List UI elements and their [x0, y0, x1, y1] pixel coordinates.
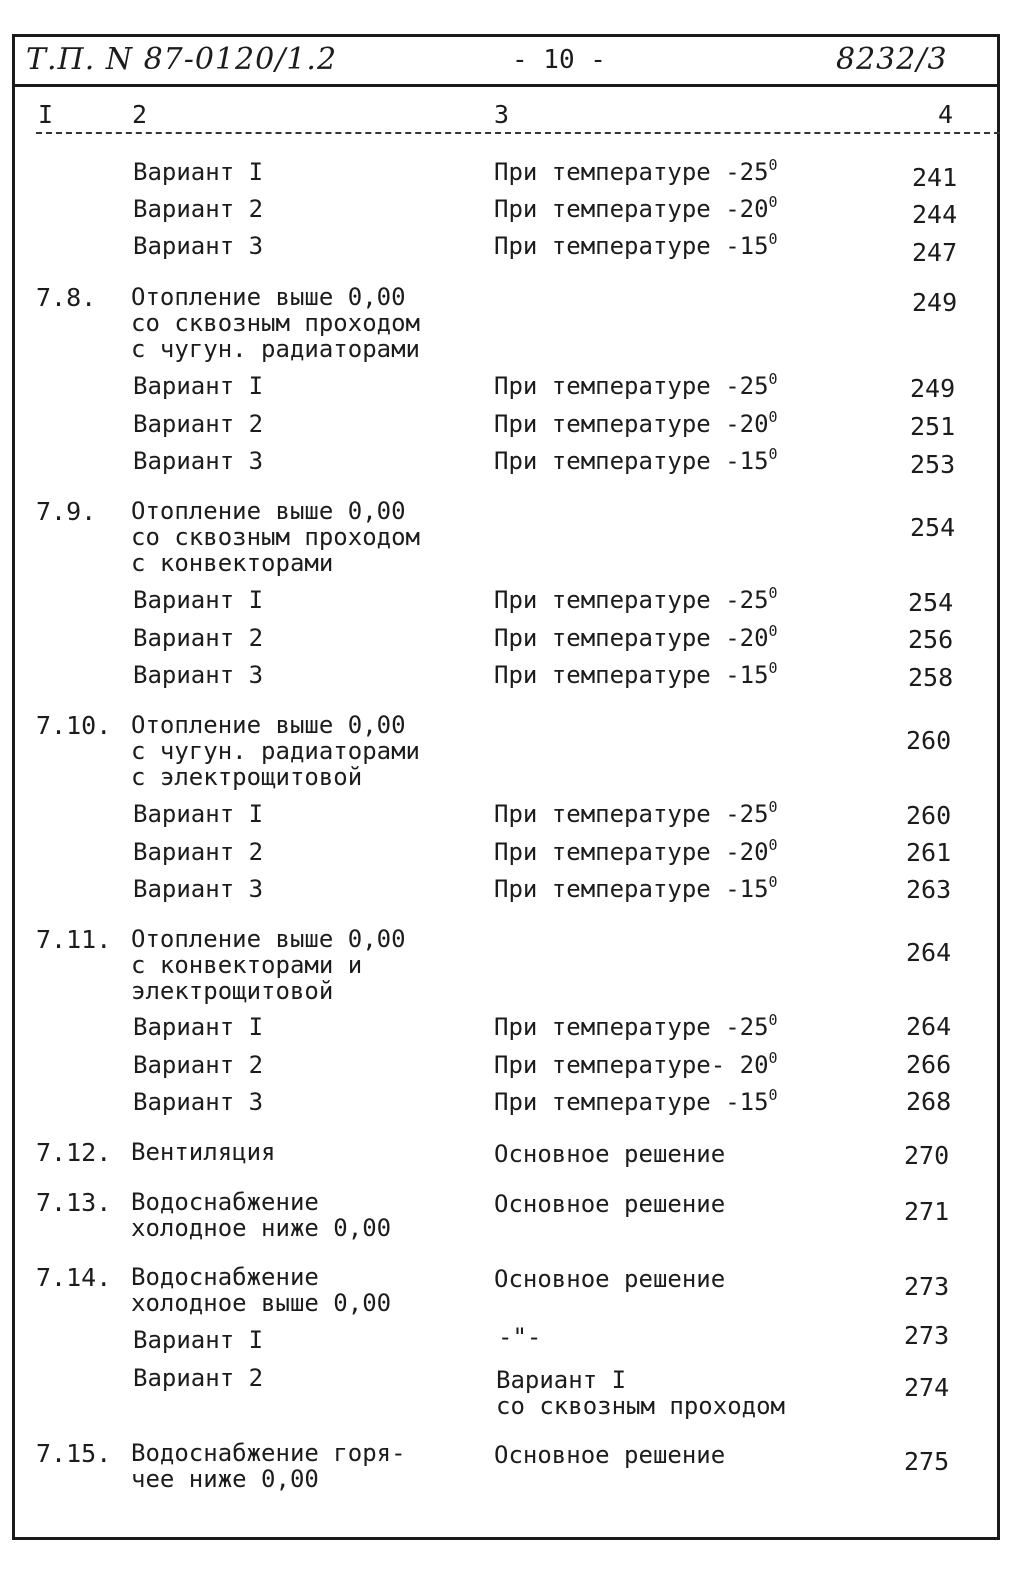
- section-number: 7.9.: [36, 497, 97, 526]
- variant-label: Вариант 2: [133, 624, 264, 652]
- page-ref: 273: [904, 1272, 950, 1301]
- variant-label: Вариант 2: [133, 195, 264, 223]
- temperature-text: При температуре- $20^0$: [494, 1049, 778, 1079]
- column-header-4: 4: [938, 100, 954, 129]
- page-ref: 241: [912, 163, 958, 192]
- column-header-1: I: [38, 100, 54, 129]
- section-number: 7.8.: [36, 283, 97, 312]
- section-title: электрощитовой: [131, 977, 334, 1005]
- section-title: Отопление выше 0,00: [131, 711, 406, 739]
- page-ref: 249: [910, 374, 956, 403]
- variant-label: Вариант 2: [133, 838, 264, 866]
- page-ref: 251: [910, 412, 956, 441]
- section-number: 7.10.: [36, 711, 112, 740]
- section-title: холодное ниже 0,00: [131, 1214, 392, 1242]
- ditto-mark: -"-: [498, 1323, 542, 1351]
- page-ref: 253: [910, 450, 956, 479]
- variant-label: Вариант I: [133, 1013, 264, 1041]
- temperature-text: При температуре $-25^0$: [494, 370, 778, 400]
- page-ref: 268: [906, 1087, 952, 1116]
- page-ref: 273: [904, 1321, 950, 1350]
- section-title: со сквозным проходом: [131, 309, 420, 337]
- page-ref: 266: [906, 1050, 952, 1079]
- page-ref: 247: [912, 238, 958, 267]
- variant-label: Вариант I: [133, 800, 264, 828]
- section-title: Отопление выше 0,00: [131, 283, 406, 311]
- page-ref: 275: [904, 1447, 950, 1476]
- section-number: 7.15.: [36, 1439, 112, 1468]
- variant-label: Вариант 2: [133, 1364, 264, 1392]
- page-ref: 261: [906, 838, 952, 867]
- variant-label: Вариант 3: [133, 875, 264, 903]
- section-title: Отопление выше 0,00: [131, 497, 406, 525]
- temperature-text: При температуре $-20^0$: [494, 193, 778, 223]
- temperature-text: При температуре $-15^0$: [494, 230, 778, 260]
- page-ref: 249: [912, 288, 958, 317]
- variant-label: Вариант I: [133, 586, 264, 614]
- variant-label: Вариант I: [133, 372, 264, 400]
- variant-label: Вариант 3: [133, 232, 264, 260]
- variant-label: Вариант 2: [133, 410, 264, 438]
- variant-label: Вариант 3: [133, 447, 264, 475]
- section-title: чее ниже 0,00: [131, 1465, 319, 1493]
- temperature-text: При температуре $-20^0$: [494, 622, 778, 652]
- section-title: с конвекторами: [131, 549, 334, 577]
- section-title: Водоснабжение горя-: [131, 1439, 406, 1467]
- page-number: - 10 -: [512, 45, 606, 75]
- temperature-text: При температуре $-25^0$: [494, 798, 778, 828]
- solution-text: Вариант I: [496, 1366, 627, 1394]
- page-ref: 244: [912, 200, 958, 229]
- section-number: 7.11.: [36, 925, 112, 954]
- column-header-3: 3: [494, 100, 510, 129]
- variant-label: Вариант 3: [133, 1088, 264, 1116]
- temperature-text: При температуре $-25^0$: [494, 1011, 778, 1041]
- solution-text: со сквозным проходом: [496, 1392, 785, 1420]
- temperature-text: При температуре $-25^0$: [494, 584, 778, 614]
- section-title: Водоснабжение: [131, 1263, 319, 1291]
- section-title: с конвекторами и: [131, 951, 363, 979]
- section-number: 7.14.: [36, 1263, 112, 1292]
- section-title: Водоснабжение: [131, 1188, 319, 1216]
- document-code: Т.П. N 87-0120/1.2: [26, 42, 338, 77]
- temperature-text: При температуре $-15^0$: [494, 1086, 778, 1116]
- page-ref: 256: [908, 625, 954, 654]
- section-title: с электрощитовой: [131, 763, 363, 791]
- section-title: с чугун. радиаторами: [131, 335, 420, 363]
- variant-label: Вариант 2: [133, 1051, 264, 1079]
- solution-text: Основное решение: [494, 1190, 726, 1218]
- column-header-dashline: [36, 132, 1000, 134]
- page-ref: 258: [908, 663, 954, 692]
- temperature-text: При температуре $-20^0$: [494, 408, 778, 438]
- variant-label: Вариант I: [133, 158, 264, 186]
- temperature-text: При температуре $-20^0$: [494, 836, 778, 866]
- section-number: 7.12.: [36, 1138, 112, 1167]
- page-ref: 270: [904, 1141, 950, 1170]
- page-ref: 264: [906, 938, 952, 967]
- page-ref: 274: [904, 1373, 950, 1402]
- section-title: со сквозным проходом: [131, 523, 420, 551]
- page-ref: 263: [906, 875, 952, 904]
- section-title: с чугун. радиаторами: [131, 737, 420, 765]
- page-ref: 260: [906, 726, 952, 755]
- column-header-2: 2: [132, 100, 148, 129]
- temperature-text: При температуре $-25^0$: [494, 156, 778, 186]
- section-title: Вентиляция: [131, 1138, 276, 1166]
- page-ref: 264: [906, 1012, 952, 1041]
- page-ref: 254: [908, 588, 954, 617]
- solution-text: Основное решение: [494, 1140, 726, 1168]
- temperature-text: При температуре $-15^0$: [494, 659, 778, 689]
- section-number: 7.13.: [36, 1188, 112, 1217]
- page-ref: 254: [910, 513, 956, 542]
- section-title: Отопление выше 0,00: [131, 925, 406, 953]
- solution-text: Основное решение: [494, 1441, 726, 1469]
- variant-label: Вариант I: [133, 1326, 264, 1354]
- temperature-text: При температуре $-15^0$: [494, 873, 778, 903]
- page-ref: 271: [904, 1197, 950, 1226]
- header-divider: [12, 84, 1000, 87]
- temperature-text: При температуре $-15^0$: [494, 445, 778, 475]
- page-ref: 260: [906, 801, 952, 830]
- solution-text: Основное решение: [494, 1265, 726, 1293]
- variant-label: Вариант 3: [133, 661, 264, 689]
- sheet-code: 8232/3: [836, 42, 948, 77]
- section-title: холодное выше 0,00: [131, 1289, 392, 1317]
